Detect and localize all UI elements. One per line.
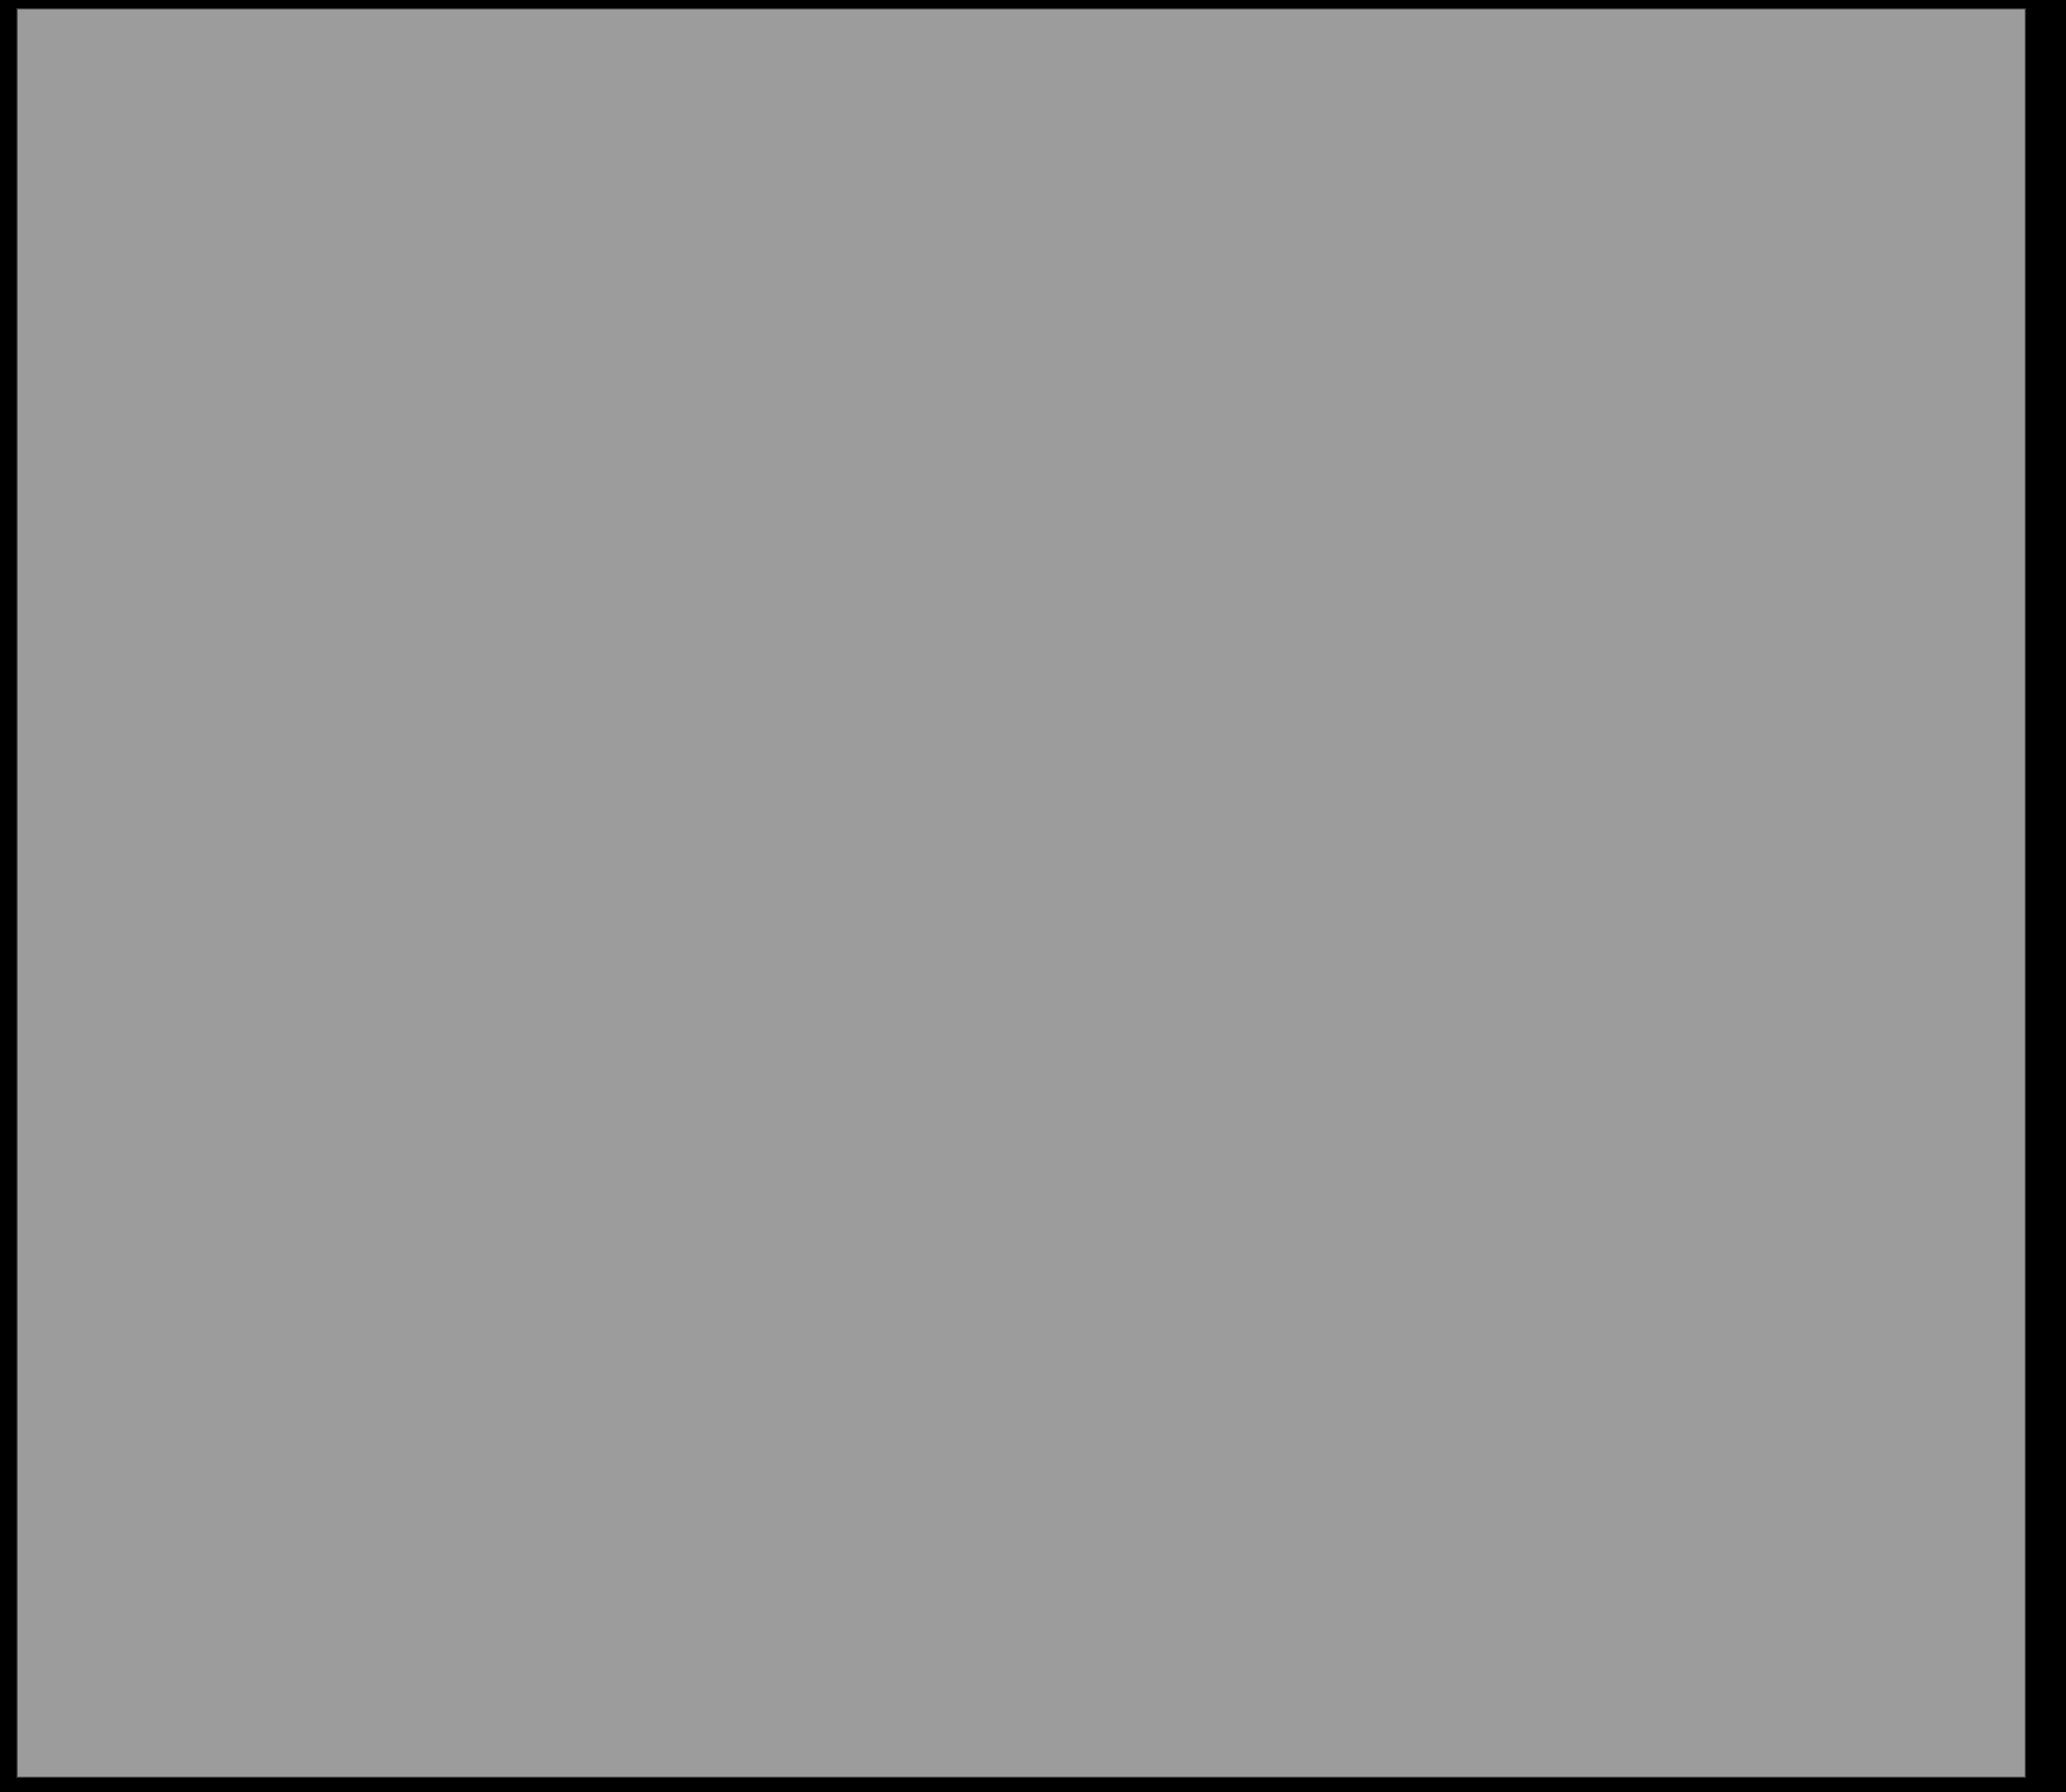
handwritten-marks — [18, 9, 2025, 1777]
manifest-footer — [100, 1708, 1988, 1773]
manifest-sheet — [17, 8, 2026, 1778]
